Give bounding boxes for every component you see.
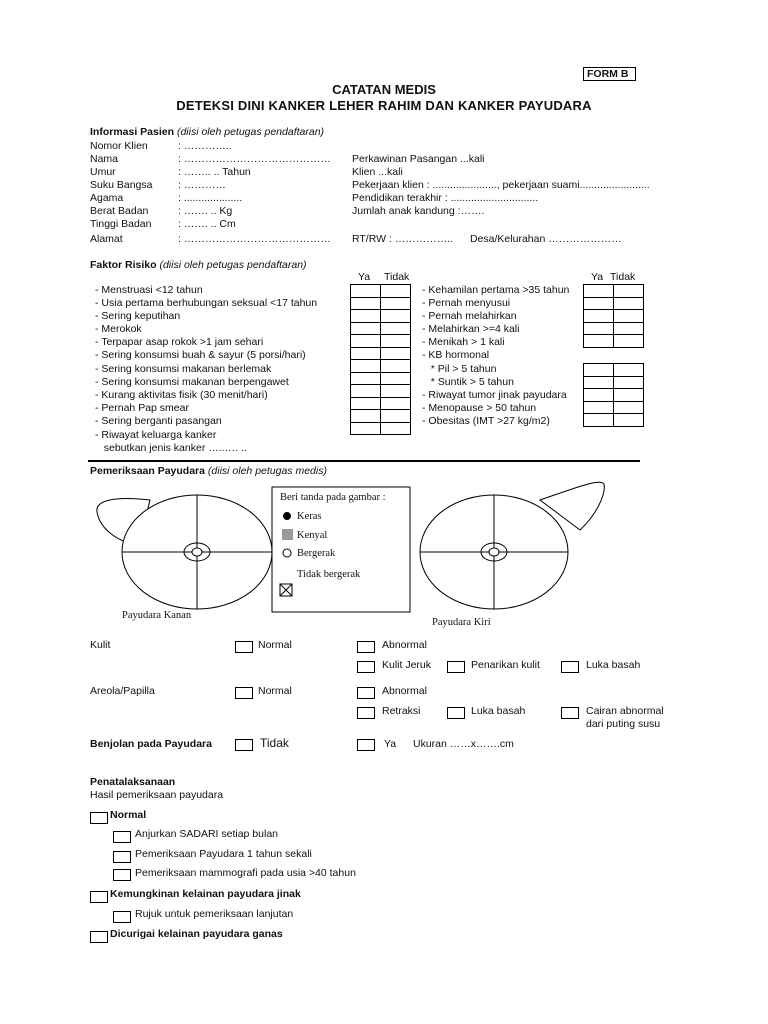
benjolan-ukuran-field[interactable]: Ukuran ……x…….cm <box>413 738 514 750</box>
risk-item: - Sering konsumsi buah & sayur (5 porsi/hari) <box>95 349 306 361</box>
areola-label: Areola/Papilla <box>90 685 155 697</box>
label-nomor-klien: Nomor Klien <box>90 140 148 152</box>
kulit-luka-basah-checkbox[interactable] <box>561 661 579 673</box>
legend-tidak-bergerak: Tidak bergerak <box>297 569 361 580</box>
label-nama: Nama <box>90 153 119 165</box>
risk-factor-note: (diisi oleh petugas pendaftaran) <box>159 259 307 271</box>
right-breast-label: Payudara Kanan <box>122 610 192 621</box>
rujuk-label: Rujuk untuk pemeriksaan lanjutan <box>135 908 294 920</box>
areola-abnormal-label: Abnormal <box>382 685 427 697</box>
kenyal-icon <box>282 529 293 540</box>
mammografi-checkbox[interactable] <box>113 869 131 881</box>
risk-item: - Sering konsumsi makanan berpengawet <box>95 376 289 388</box>
field-umur[interactable]: : …….. .. Tahun <box>178 166 251 178</box>
cairan-abnormal-checkbox[interactable] <box>561 707 579 719</box>
normal-label: Normal <box>110 809 147 821</box>
cairan-abnormal-label: Cairan abnormal <box>586 705 664 717</box>
areola-normal-label: Normal <box>258 685 292 697</box>
risk-item: - Pernah Pap smear <box>95 402 189 414</box>
risk-item: - Pernah menyusui <box>422 297 511 309</box>
risk-item: - Menopause > 50 tahun <box>422 402 537 414</box>
mammografi-label: Pemeriksaan mammografi pada usia >40 tahun <box>135 867 356 879</box>
field-tinggi-badan[interactable]: : ……. .. Cm <box>178 218 236 230</box>
normal-checkbox[interactable] <box>90 812 108 824</box>
field-pendidikan[interactable]: Pendidikan terakhir : .............................. <box>352 192 539 204</box>
rujuk-checkbox[interactable] <box>113 911 131 923</box>
label-suku-bangsa: Suku Bangsa <box>90 179 153 191</box>
penarikan-kulit-label: Penarikan kulit <box>471 659 540 671</box>
legend-keras: Keras <box>297 511 322 522</box>
risk-item: - Menikah > 1 kali <box>422 336 505 348</box>
risk-item: - Menstruasi <12 tahun <box>95 284 203 296</box>
benjolan-ya-checkbox[interactable] <box>357 739 375 751</box>
kulit-label: Kulit <box>90 639 111 651</box>
risk-item: - Riwayat keluarga kanker <box>95 429 217 441</box>
kulit-normal-checkbox[interactable] <box>235 641 253 653</box>
col-ya-right: Ya <box>591 271 604 283</box>
risk-item: - Riwayat tumor jinak payudara <box>422 389 567 401</box>
risk-item: - Kurang aktivitas fisik (30 menit/hari) <box>95 389 268 401</box>
retraksi-checkbox[interactable] <box>357 707 375 719</box>
col-tidak-right: Tidak <box>610 271 636 283</box>
areola-luka-basah-label: Luka basah <box>471 705 526 717</box>
kulit-jeruk-label: Kulit Jeruk <box>382 659 432 671</box>
sadari-label: Anjurkan SADARI setiap bulan <box>135 828 278 840</box>
col-tidak-left: Tidak <box>384 271 410 283</box>
risk-item: - Obesitas (IMT >27 kg/m2) <box>422 415 550 427</box>
risk-item: - Kehamilan pertama >35 tahun <box>422 284 570 296</box>
risk-item: - Sering konsumsi makanan berlemak <box>95 363 272 375</box>
benjolan-ya-label: Ya <box>384 738 397 750</box>
areola-normal-checkbox[interactable] <box>235 687 253 699</box>
field-jumlah-anak[interactable]: Jumlah anak kandung :……. <box>352 205 485 217</box>
label-alamat: Alamat <box>90 233 123 245</box>
breast-exam-note: (diisi oleh petugas medis) <box>207 465 327 477</box>
col-ya-left: Ya <box>358 271 371 283</box>
risk-item: - Merokok <box>95 323 142 335</box>
kulit-abnormal-checkbox[interactable] <box>357 641 375 653</box>
bergerak-icon <box>283 549 291 557</box>
kulit-normal-label: Normal <box>258 639 292 651</box>
risk-item: - Melahirkan >=4 kali <box>422 323 520 335</box>
right-nipple <box>192 548 202 556</box>
field-pekerjaan[interactable]: Pekerjaan klien : ......................, pekerjaan suami........................ <box>352 179 650 191</box>
ganas-label: Dicurigai kelainan payudara ganas <box>110 928 283 940</box>
legend-title: Beri tanda pada gambar : <box>280 492 386 503</box>
risk-item: * Suntik > 5 tahun <box>422 376 514 388</box>
field-nama[interactable]: : …………………………………… <box>178 153 331 165</box>
left-nipple <box>489 548 499 556</box>
risk-factor-title: Faktor Risiko <box>90 259 157 271</box>
risk-item: - Terpapar asap rokok >1 jam sehari <box>95 336 264 348</box>
form-title: CATATAN MEDIS <box>332 82 436 97</box>
risk-item: * Pil > 5 tahun <box>422 363 497 375</box>
field-klien-kali[interactable]: Klien ...kali <box>352 166 403 178</box>
kulit-abnormal-label: Abnormal <box>382 639 427 651</box>
jinak-label: Kemungkinan kelainan payudara jinak <box>110 888 301 900</box>
form-subtitle: DETEKSI DINI KANKER LEHER RAHIM DAN KANKER PAYUDARA <box>176 98 592 113</box>
cairan-abnormal-label-2: dari puting susu <box>586 718 661 730</box>
label-umur: Umur <box>90 166 116 178</box>
pemeriksaan-tahunan-checkbox[interactable] <box>113 851 131 863</box>
patient-info-title: Informasi Pasien <box>90 126 175 138</box>
ganas-checkbox[interactable] <box>90 931 108 943</box>
field-agama[interactable]: : .................... <box>178 192 243 204</box>
label-agama: Agama <box>90 192 124 204</box>
legend-box <box>272 487 410 612</box>
management-heading: Penatalaksanaan <box>90 776 176 788</box>
field-berat-badan[interactable]: : ……. .. Kg <box>178 205 233 217</box>
left-breast-drawing[interactable] <box>420 482 604 609</box>
risk-item: - Sering berganti pasangan <box>95 415 222 427</box>
field-alamat[interactable]: : …………………………………… <box>178 233 331 245</box>
risk-item: - Usia pertama berhubungan seksual <17 tahun <box>95 297 318 309</box>
left-breast-label: Payudara Kiri <box>432 617 491 628</box>
right-breast-drawing[interactable] <box>97 495 272 609</box>
penarikan-kulit-checkbox[interactable] <box>447 661 465 673</box>
management-subheading: Hasil pemeriksaan payudara <box>90 789 224 801</box>
label-tinggi-badan: Tinggi Badan <box>90 218 152 230</box>
patient-info-note: (diisi oleh petugas pendaftaran) <box>176 126 325 138</box>
legend-kenyal: Kenyal <box>297 530 328 541</box>
kulit-jeruk-checkbox[interactable] <box>357 661 375 673</box>
risk-item: sebutkan jenis kanker …..…. .. <box>95 442 247 454</box>
kulit-luka-basah-label: Luka basah <box>586 659 641 671</box>
field-rt-rw[interactable]: RT/RW : …………….. <box>352 233 454 245</box>
field-nomor-klien[interactable]: : ………….. <box>178 140 232 152</box>
field-suku-bangsa[interactable]: : ………… <box>178 179 226 191</box>
pemeriksaan-tahunan-label: Pemeriksaan Payudara 1 tahun sekali <box>135 848 312 860</box>
areola-luka-basah-checkbox[interactable] <box>447 707 465 719</box>
breast-exam-title: Pemeriksaan Payudara <box>90 465 205 477</box>
keras-icon <box>283 512 291 520</box>
field-desa[interactable]: Desa/Kelurahan ………………… <box>470 233 622 245</box>
field-perkawinan[interactable]: Perkawinan Pasangan ...kali <box>352 153 485 165</box>
jinak-checkbox[interactable] <box>90 891 108 903</box>
sadari-checkbox[interactable] <box>113 831 131 843</box>
retraksi-label: Retraksi <box>382 705 421 717</box>
label-berat-badan: Berat Badan <box>90 205 149 217</box>
areola-abnormal-checkbox[interactable] <box>357 687 375 699</box>
legend-bergerak: Bergerak <box>297 548 336 559</box>
benjolan-label: Benjolan pada Payudara <box>90 738 212 750</box>
risk-item: - Pernah melahirkan <box>422 310 517 322</box>
risk-item: - Sering keputihan <box>95 310 181 322</box>
benjolan-tidak-label: Tidak <box>260 736 289 750</box>
risk-item: - KB hormonal <box>422 349 490 361</box>
benjolan-tidak-checkbox[interactable] <box>235 739 253 751</box>
form-code: FORM B <box>583 67 636 81</box>
